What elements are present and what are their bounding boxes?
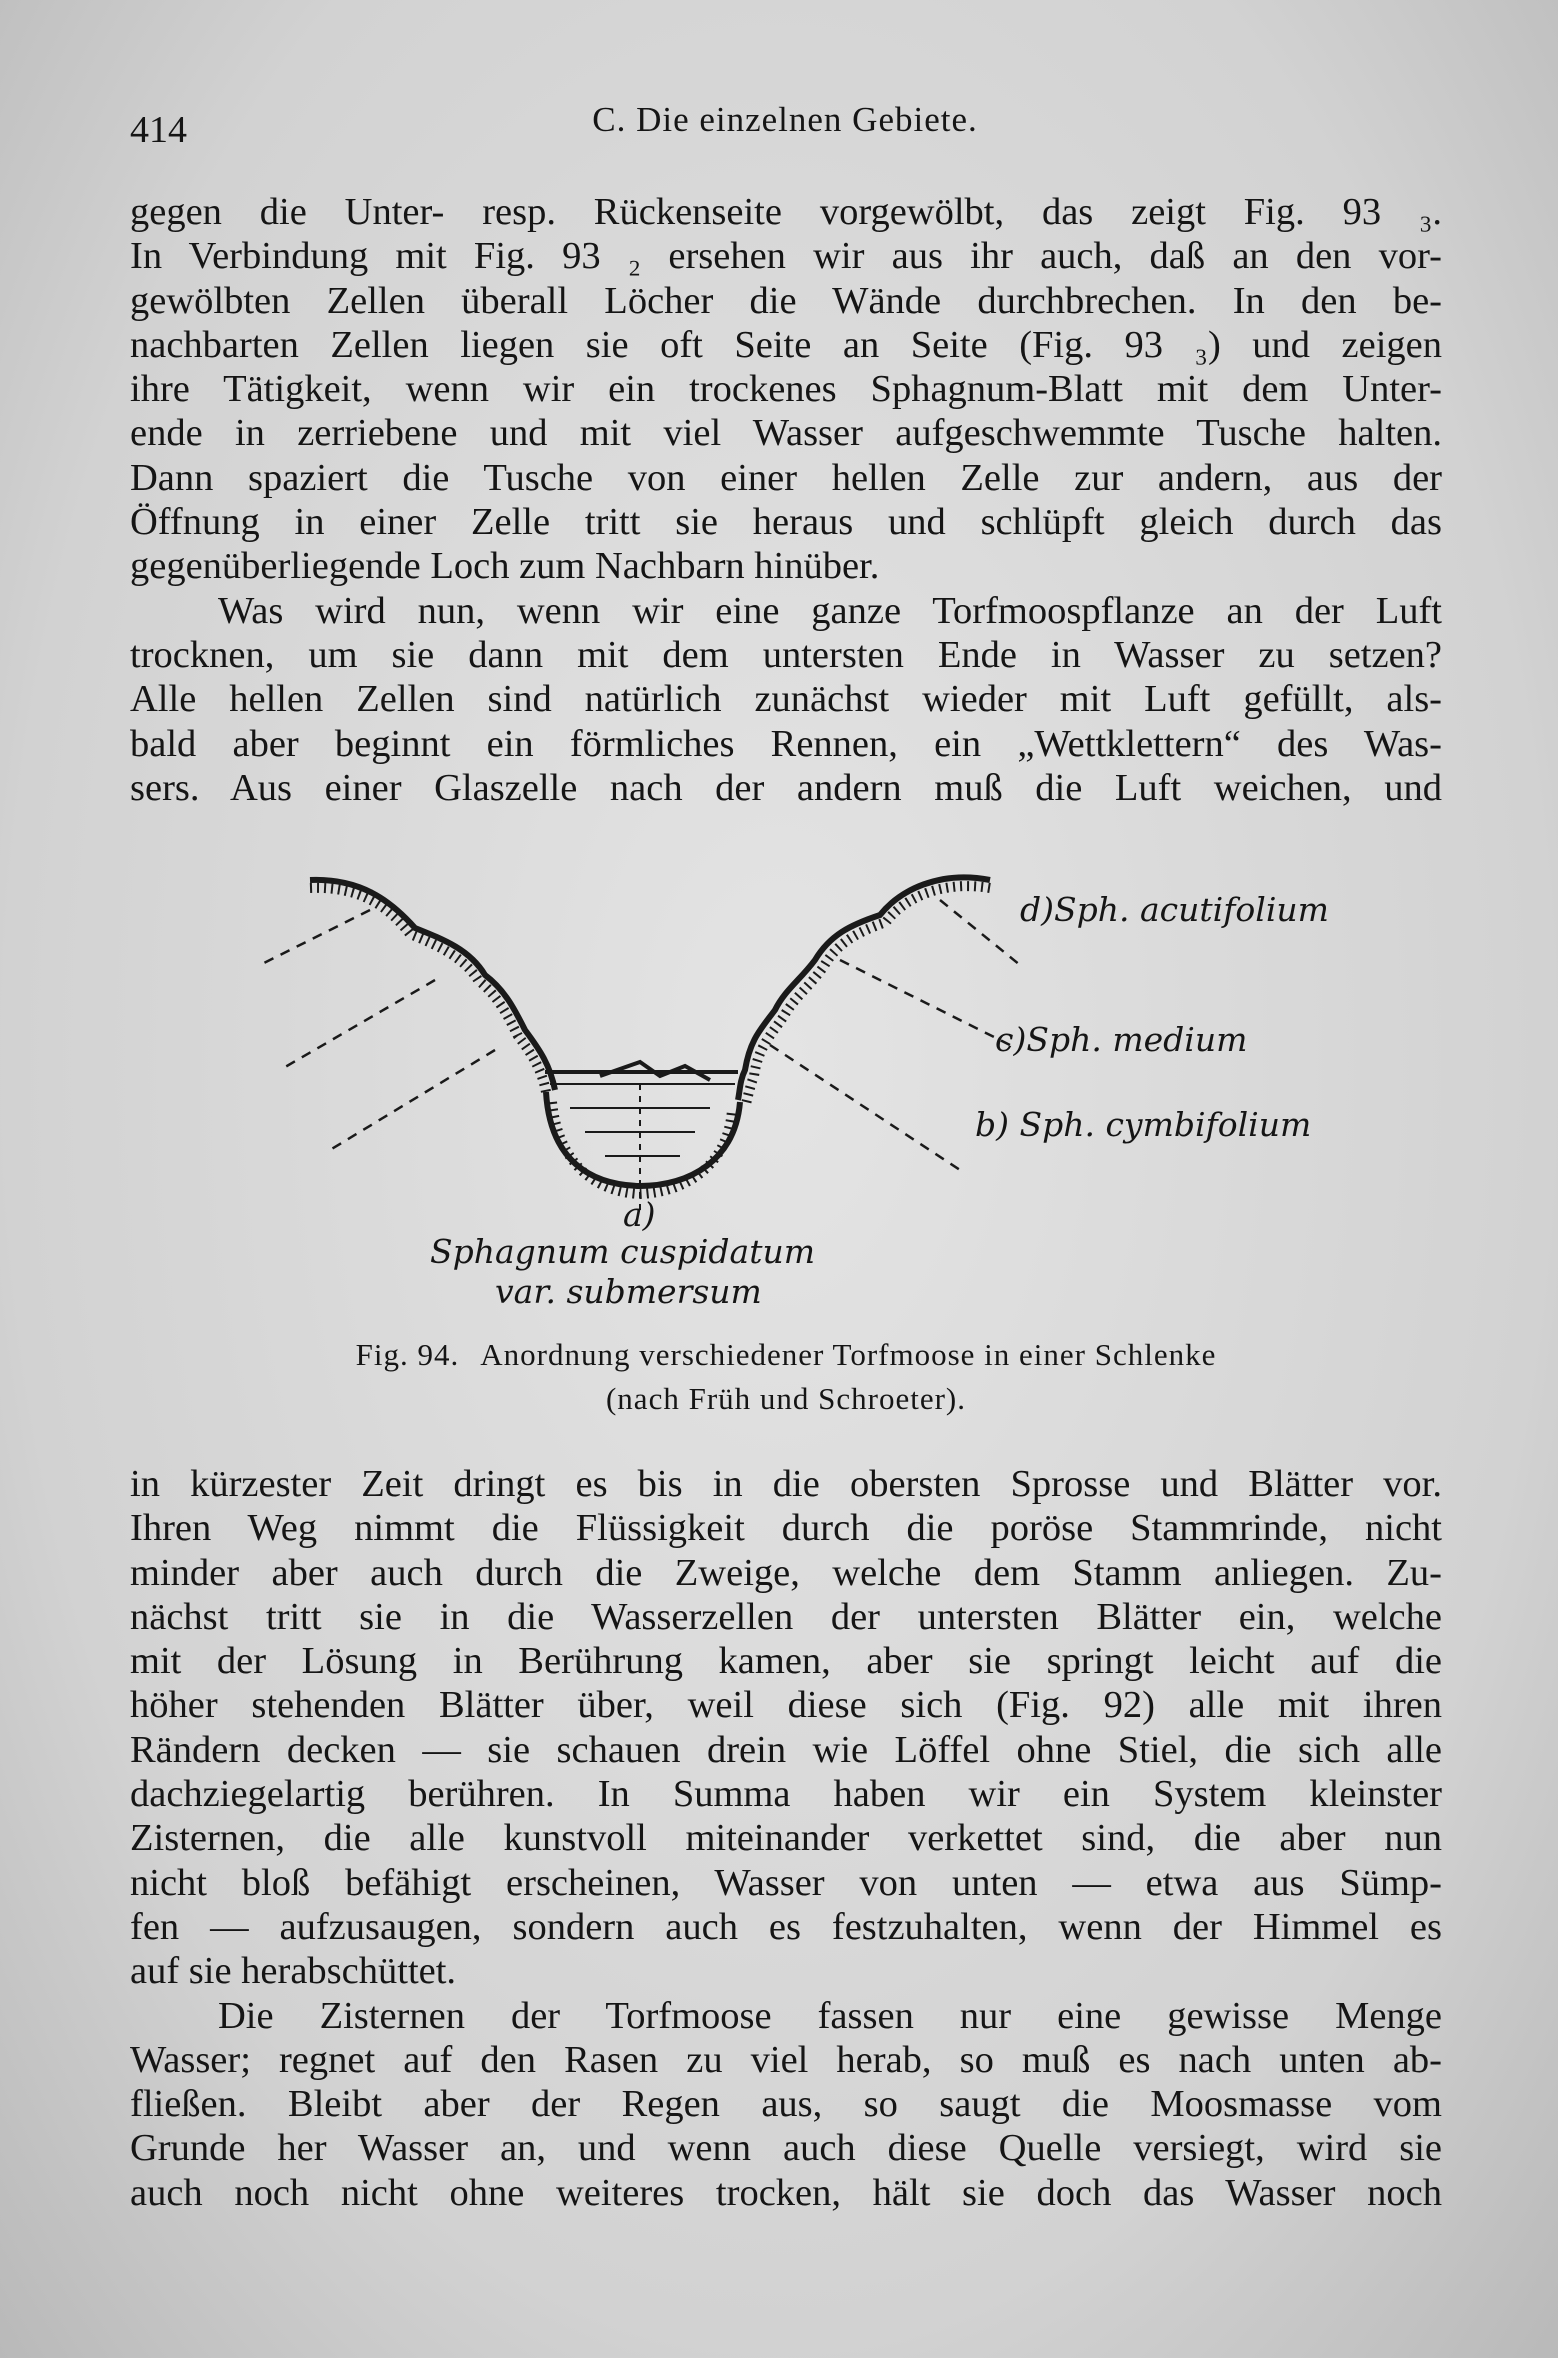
leader-line-b: [770, 1045, 960, 1170]
caption-line-2: (nach Früh und Schroeter).: [605, 1381, 966, 1416]
caption-text: Anordnung verschiedener Torfmoose in einer Schlenke: [480, 1337, 1217, 1372]
text-line: nächst tritt sie in die Wasserzellen der untersten Blätter ein, welche: [130, 1595, 1442, 1638]
label-medium: c)Sph. medium: [995, 1020, 1248, 1059]
text-line: gewölbten Zellen überall Löcher die Wände durchbrechen. In den be-: [130, 279, 1442, 322]
text-line: Dann spaziert die Tusche von einer hellen Zelle zur andern, aus der: [130, 456, 1442, 499]
caption-line-1: [130, 1333, 1442, 1377]
floating-moss: [600, 1062, 710, 1080]
paragraph-3: [130, 1462, 1442, 1994]
text-line: gegen die Unter- resp. Rückenseite vorgewölbt, das zeigt Fig. 93 ₃.: [130, 191, 1442, 233]
label-a-letter: a): [623, 1195, 656, 1234]
text-line: bald aber beginnt ein förmliches Rennen, ein „Wettklettern“ des Was-: [130, 722, 1442, 765]
page-number: 414: [130, 109, 187, 151]
text-line: nachbarten Zellen liegen sie oft Seite an Seite (Fig. 93 ₃) und zeigen: [130, 323, 1442, 366]
text-line: nicht bloß befähigt erscheinen, Wasser von unten — etwa aus Sümp-: [130, 1861, 1442, 1904]
text-line: Grunde her Wasser an, und wenn auch diese Quelle versiegt, wird sie: [130, 2127, 1442, 2170]
text-line: Zisternen, die alle kunstvoll miteinander verkettet sind, die aber nun: [130, 1817, 1442, 1860]
text-line: Rändern decken — sie schauen drein wie Löffel ohne Stiel, die sich alle: [130, 1728, 1442, 1771]
text-line: sers. Aus einer Glaszelle nach der andern muß die Luft weichen, und: [130, 766, 1442, 809]
text-line: fließen. Bleibt aber der Regen aus, so saugt die Moosmasse vom: [130, 2083, 1442, 2126]
text-line: Wasser; regnet auf den Rasen zu viel herab, so muß es nach unten ab-: [130, 2038, 1442, 2081]
paragraph-2: [130, 589, 1442, 810]
left-bank-moss-hatching: [310, 888, 546, 1092]
text-line: Was wird nun, wenn wir eine ganze Torfmoospflanze an der Luft: [218, 589, 1442, 632]
text-line: dachziegelartig berühren. In Summa haben wir ein System kleinster: [130, 1773, 1442, 1816]
text-line: In Verbindung mit Fig. 93 ₂ ersehen wir aus ihr auch, daß an den vor-: [130, 235, 1442, 278]
leader-line-left: [280, 980, 435, 1070]
text-block-bottom: [130, 1462, 1442, 2215]
text-line: trocknen, um sie dann mit dem untersten Ende in Wasser zu setzen?: [130, 633, 1442, 676]
running-title: C. Die einzelnen Gebiete.: [592, 100, 978, 139]
text-line: auf sie herabschüttet.: [130, 1950, 457, 1993]
text-line: gegenüberliegende Loch zum Nachbarn hinüber.: [130, 545, 880, 588]
text-line: in kürzester Zeit dringt es bis in die obersten Sprosse und Blätter vor.: [130, 1463, 1442, 1505]
label-acutifolium: d)Sph. acutifolium: [1020, 890, 1329, 929]
text-line: fen — aufzusaugen, sondern auch es festzuhalten, wenn der Himmel es: [130, 1905, 1442, 1948]
leader-line-left: [260, 910, 370, 965]
text-line: Die Zisternen der Torfmoose fassen nur eine gewisse Menge: [218, 1994, 1442, 2037]
label-cymbifolium: b) Sph. cymbifolium: [975, 1105, 1312, 1144]
pool-basin: [546, 1092, 740, 1186]
paragraph-1: [130, 190, 1442, 589]
text-line: Alle hellen Zellen sind natürlich zunächst wieder mit Luft gefüllt, als-: [130, 678, 1442, 721]
leader-line-c: [840, 960, 1010, 1045]
text-line: Öffnung in einer Zelle tritt sie heraus und schlüpft gleich durch das: [130, 501, 1442, 544]
running-head: [130, 100, 1440, 160]
text-line: ihre Tätigkeit, wenn wir ein trockenes Sphagnum-Blatt mit dem Unter-: [130, 368, 1442, 411]
label-submersum: var. submersum: [495, 1272, 762, 1311]
paragraph-4: [130, 1994, 1442, 2215]
figure-caption: [130, 1333, 1442, 1421]
text-line: ende in zerriebene und mit viel Wasser aufgeschwemmte Tusche halten.: [130, 412, 1442, 455]
label-cuspidatum: Sphagnum cuspidatum: [430, 1232, 816, 1271]
caption-figure-number: Fig. 94.: [355, 1337, 460, 1372]
pool-basin-moss: [552, 1102, 732, 1194]
text-line: mit der Lösung in Berührung kamen, aber sie springt leicht auf die: [130, 1640, 1442, 1683]
leader-line-left: [330, 1050, 495, 1150]
text-line: höher stehenden Blätter über, weil diese sich (Fig. 92) alle mit ihren: [130, 1684, 1442, 1727]
left-bank-outline: [310, 880, 555, 1090]
text-line: Ihren Weg nimmt die Flüssigkeit durch die poröse Stammrinde, nicht: [130, 1507, 1442, 1550]
figure-94-illustration: [240, 840, 1360, 1310]
leader-line-d: [940, 900, 1020, 965]
text-line: auch noch nicht ohne weiteres trocken, hält sie doch das Wasser noch: [130, 2171, 1442, 2214]
text-line: minder aber auch durch die Zweige, welche dem Stamm anliegen. Zu-: [130, 1551, 1442, 1594]
right-bank-outline: [738, 877, 990, 1100]
text-block-top: [130, 190, 1442, 810]
